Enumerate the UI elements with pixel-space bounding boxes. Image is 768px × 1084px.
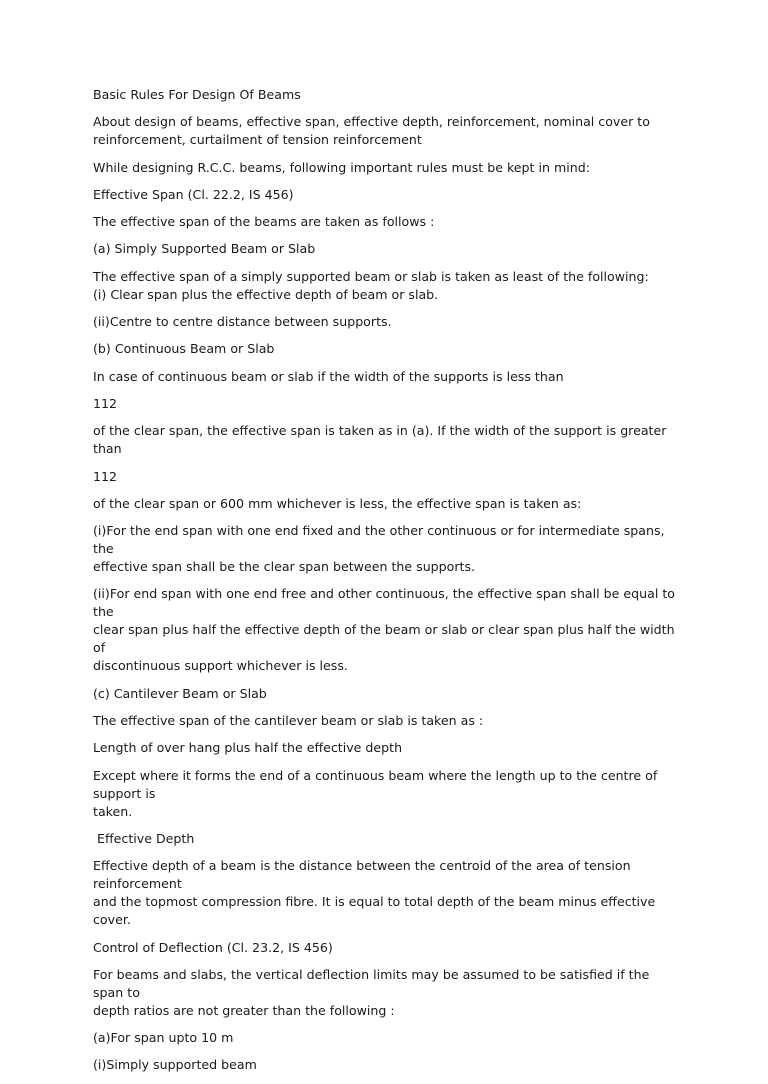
paragraph (93, 939, 683, 957)
paragraph (93, 857, 683, 929)
text-line: of the clear span, the effective span is taken as in (a). If the width of the support is greater than (93, 423, 671, 457)
text-line: discontinuous support whichever is less. (93, 658, 348, 674)
text-line: (i)Simply supported beam (93, 1057, 257, 1073)
text-line: 112 (93, 395, 118, 411)
text-line: Length of over hang plus half the effective depth (93, 740, 403, 756)
paragraph (93, 368, 683, 386)
text-line: While designing R.C.C. beams, following important rules must be kept in mind: (93, 159, 590, 175)
text-line: Effective Span (Cl. 22.2, IS 456) (93, 186, 294, 202)
paragraph (93, 159, 683, 177)
paragraph (93, 313, 683, 331)
paragraph (93, 186, 683, 204)
text-line: (i)For the end span with one end fixed and the other continuous or for intermediate spans, the (93, 523, 669, 557)
paragraph (93, 685, 683, 703)
paragraph (93, 86, 683, 104)
text-line: (b) Continuous Beam or Slab (93, 341, 275, 357)
paragraph (93, 585, 683, 675)
text-line: (c) Cantilever Beam or Slab (93, 685, 267, 701)
text-line: (a) Simply Supported Beam or Slab (93, 241, 316, 257)
text-line: For beams and slabs, the vertical deflection limits may be assumed to be satisfied if the span to (93, 966, 654, 1000)
text-line: (ii)Centre to centre distance between supports. (93, 314, 392, 330)
paragraph (93, 712, 683, 730)
text-line: effective span shall be the clear span between the supports. (93, 559, 476, 575)
text-line: The effective span of the beams are taken as follows : (93, 214, 435, 230)
paragraph (93, 739, 683, 757)
text-line: Except where it forms the end of a continuous beam where the length up to the centre of support is (93, 767, 662, 801)
text-line: The effective span of the cantilever beam or slab is taken as : (93, 713, 484, 729)
text-line: taken. (93, 803, 133, 819)
text-line: 112 (93, 468, 118, 484)
text-line: Control of Deflection (Cl. 23.2, IS 456) (93, 939, 333, 955)
paragraph (93, 468, 683, 486)
paragraph (93, 1029, 683, 1047)
text-line: clear span plus half the effective depth of the beam or slab or clear span plus half the width of (93, 622, 679, 656)
text-line: About design of beams, effective span, effective depth, reinforcement, nominal cover to (93, 114, 650, 130)
paragraph (93, 240, 683, 258)
paragraph (93, 422, 683, 458)
paragraph (93, 268, 683, 304)
text-line: Effective Depth (93, 830, 195, 846)
document-body (93, 86, 683, 1084)
text-line: of the clear span or 600 mm whichever is less, the effective span is taken as: (93, 495, 582, 511)
paragraph (93, 340, 683, 358)
paragraph (93, 495, 683, 513)
paragraph (93, 1056, 683, 1074)
text-line: Basic Rules For Design Of Beams (93, 87, 301, 102)
paragraph (93, 522, 683, 576)
paragraph (93, 395, 683, 413)
text-line: Effective depth of a beam is the distance between the centroid of the area of tension reinforcement (93, 858, 635, 892)
paragraph (93, 213, 683, 231)
text-line: reinforcement, curtailment of tension reinforcement (93, 132, 422, 148)
paragraph (93, 113, 683, 149)
text-line: The effective span of a simply supported beam or slab is taken as least of the following: (93, 268, 649, 284)
paragraph (93, 830, 683, 848)
text-line: (a)For span upto 10 m (93, 1030, 234, 1046)
text-line: depth ratios are not greater than the following : (93, 1002, 395, 1018)
paragraph (93, 767, 683, 821)
paragraph (93, 966, 683, 1020)
text-line: (i) Clear span plus the effective depth of beam or slab. (93, 286, 439, 302)
text-line: In case of continuous beam or slab if the width of the supports is less than (93, 368, 564, 384)
text-line: and the topmost compression fibre. It is equal to total depth of the beam minus effective cover. (93, 894, 660, 928)
text-line: (ii)For end span with one end free and other continuous, the effective span shall be equal to the (93, 586, 680, 620)
